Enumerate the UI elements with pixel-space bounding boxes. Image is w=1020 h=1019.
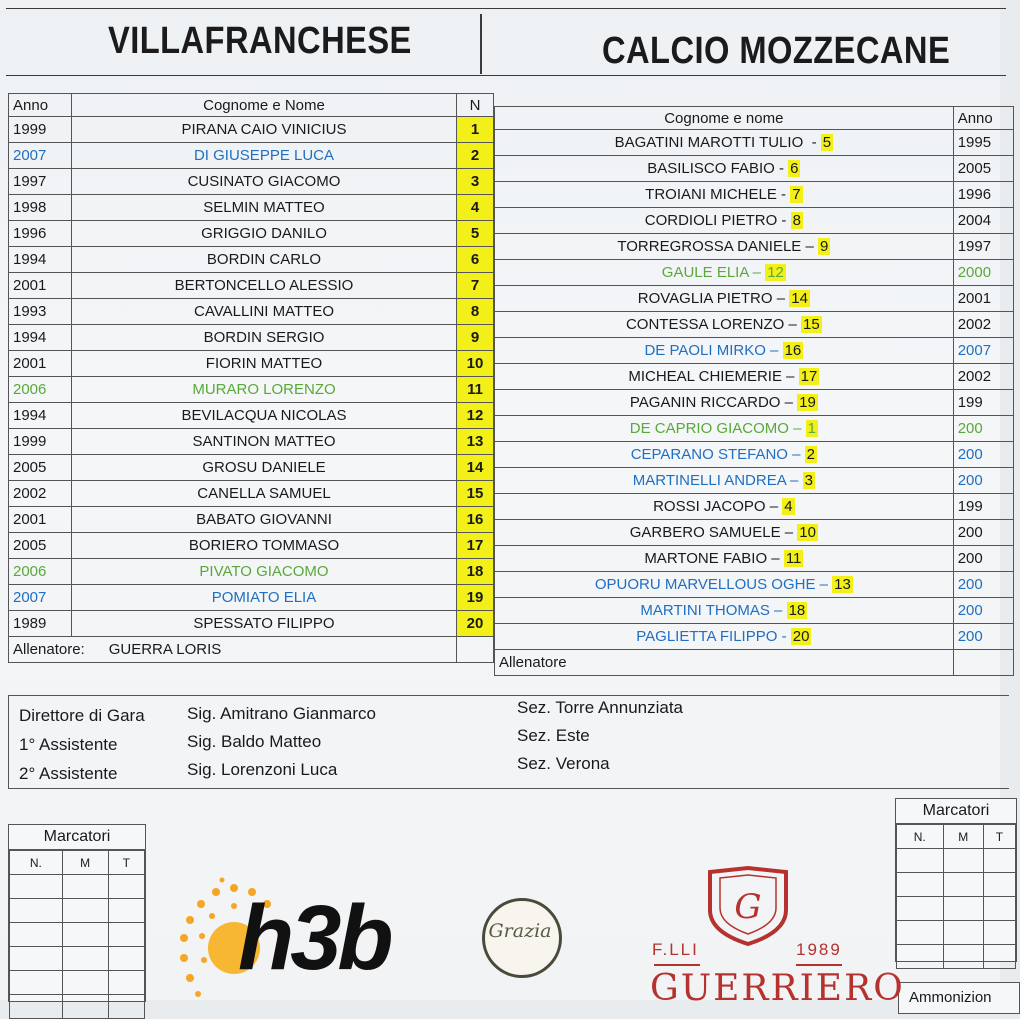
- home-coach-empty: [457, 637, 494, 663]
- player-name: MICHEAL CHIEMERIE: [628, 368, 782, 385]
- scorers-header: [897, 825, 1016, 849]
- player-name: DE PAOLI MIRKO: [644, 342, 766, 359]
- player-number: 2: [806, 446, 815, 463]
- player-year: 1994: [9, 325, 72, 351]
- home-team-name: VILLAFRANCHESE: [108, 20, 412, 62]
- away-player-row: [495, 286, 1014, 312]
- scorer-row: [10, 947, 145, 971]
- player-number: 1: [807, 420, 816, 437]
- scorers-col-t: T: [108, 851, 144, 875]
- home-player-row: [9, 559, 494, 585]
- home-coach-cell: [9, 637, 457, 663]
- player-number: 16: [457, 507, 494, 533]
- player-year: 2002: [9, 481, 72, 507]
- player-name-cell: [495, 130, 954, 156]
- player-number: 14: [791, 290, 808, 307]
- scorer-cell: [943, 945, 983, 969]
- home-scorers-box: [8, 824, 146, 1002]
- player-number: 7: [457, 273, 494, 299]
- scorer-cell: [943, 921, 983, 945]
- player-number: 4: [784, 498, 793, 515]
- player-year: 1998: [9, 195, 72, 221]
- player-number: 3: [804, 472, 813, 489]
- scorer-cell: [108, 971, 144, 995]
- scorer-cell: [897, 897, 944, 921]
- player-name: DE CAPRIO GIACOMO: [629, 420, 789, 437]
- player-year: 200: [953, 546, 1013, 572]
- player-name: CEPARANO STEFANO: [630, 446, 788, 463]
- official-section: Sez. Torre Annunziata: [517, 698, 684, 717]
- player-number: 9: [820, 238, 829, 255]
- player-separator: -: [774, 160, 789, 177]
- scorer-cell: [897, 873, 944, 897]
- player-separator: –: [780, 524, 798, 541]
- away-scorers-title: Marcatori: [896, 799, 1016, 824]
- home-scorers-title: Marcatori: [9, 825, 145, 850]
- player-number: 10: [457, 351, 494, 377]
- home-roster-header: [9, 94, 494, 117]
- player-year: 1989: [9, 611, 72, 637]
- scorer-cell: [10, 899, 63, 923]
- player-name: TROIANI MICHELE: [645, 186, 777, 203]
- player-year: 2006: [9, 559, 72, 585]
- player-separator: –: [748, 264, 766, 281]
- player-year: 2005: [9, 533, 72, 559]
- away-player-row: [495, 442, 1014, 468]
- home-roster-table: [8, 93, 494, 663]
- player-year: 200: [953, 520, 1013, 546]
- player-number: 12: [767, 264, 784, 281]
- player-name-cell: [495, 494, 954, 520]
- guerriero-rule-left: [654, 964, 700, 966]
- home-player-row: [9, 273, 494, 299]
- player-name: ROSSI JACOPO: [653, 498, 766, 515]
- player-separator: -: [803, 134, 821, 151]
- player-number: 2: [457, 143, 494, 169]
- player-number: 19: [457, 585, 494, 611]
- player-name: SELMIN MATTEO: [72, 195, 457, 221]
- player-number: 9: [457, 325, 494, 351]
- home-player-row: [9, 221, 494, 247]
- player-name: OPUORU MARVELLOUS OGHE: [594, 576, 816, 593]
- player-name-cell: [495, 312, 954, 338]
- scorer-cell: [62, 995, 108, 1019]
- scorer-row: [10, 923, 145, 947]
- scorer-cell: [62, 971, 108, 995]
- player-name-cell: [495, 520, 954, 546]
- away-player-row: [495, 130, 1014, 156]
- player-number: 18: [457, 559, 494, 585]
- player-separator: –: [784, 316, 802, 333]
- player-name: PAGLIETTA FILIPPO: [636, 628, 778, 645]
- scorer-cell: [897, 849, 944, 873]
- away-player-row: [495, 520, 1014, 546]
- svg-text:G: G: [734, 887, 762, 927]
- player-number: 17: [800, 368, 818, 385]
- player-name-cell: [495, 442, 954, 468]
- player-number: 8: [792, 212, 801, 229]
- player-number: 17: [457, 533, 494, 559]
- scorer-cell: [108, 875, 144, 899]
- scorer-row: [897, 897, 1016, 921]
- scorer-cell: [10, 923, 63, 947]
- player-number: 10: [799, 524, 816, 541]
- home-scorers-table: [9, 850, 145, 1019]
- scorers-header: [10, 851, 145, 875]
- player-number: 8: [457, 299, 494, 325]
- player-year: 1999: [9, 117, 72, 143]
- scorer-cell: [108, 899, 144, 923]
- scorer-cell: [10, 995, 63, 1019]
- player-separator: –: [815, 576, 833, 593]
- player-name-cell: [495, 598, 954, 624]
- player-year: 200: [953, 624, 1013, 650]
- home-player-row: [9, 143, 494, 169]
- player-name-cell: [495, 208, 954, 234]
- player-year: 200: [953, 468, 1013, 494]
- away-player-row: [495, 338, 1014, 364]
- player-year: 2001: [9, 507, 72, 533]
- player-name-cell: [495, 416, 954, 442]
- away-player-row: [495, 312, 1014, 338]
- player-name: CAVALLINI MATTEO: [72, 299, 457, 325]
- player-separator: –: [780, 394, 798, 411]
- player-name: BASILISCO FABIO: [647, 160, 775, 177]
- player-number: 16: [784, 342, 802, 359]
- scorer-cell: [62, 899, 108, 923]
- player-number: 4: [457, 195, 494, 221]
- away-coach-empty: [953, 650, 1013, 676]
- scorer-cell: [108, 947, 144, 971]
- home-coach-row: [9, 637, 494, 663]
- scorer-cell: [10, 875, 63, 899]
- scorer-cell: [10, 971, 63, 995]
- player-separator: –: [781, 368, 799, 385]
- player-year: 1997: [953, 234, 1013, 260]
- player-number: 15: [457, 481, 494, 507]
- player-year: 1993: [9, 299, 72, 325]
- home-player-row: [9, 169, 494, 195]
- player-name-cell: [495, 364, 954, 390]
- player-separator: –: [767, 550, 784, 567]
- scorer-cell: [943, 897, 983, 921]
- guerriero-year: 1989: [796, 940, 842, 959]
- guerriero-crest-icon: [706, 866, 790, 946]
- home-player-row: [9, 325, 494, 351]
- away-player-row: [495, 572, 1014, 598]
- player-year: 1995: [953, 130, 1013, 156]
- player-year: 2002: [953, 312, 1013, 338]
- guerriero-rule-right: [796, 964, 842, 966]
- away-player-row: [495, 468, 1014, 494]
- player-name: PAGANIN RICCARDO: [629, 394, 781, 411]
- scorer-cell: [62, 875, 108, 899]
- player-name: GROSU DANIELE: [72, 455, 457, 481]
- player-name: BORDIN SERGIO: [72, 325, 457, 351]
- player-year: 2007: [9, 143, 72, 169]
- player-year: 200: [953, 416, 1013, 442]
- player-name: MARTINI THOMAS: [640, 602, 770, 619]
- scorers-col-m: M: [62, 851, 108, 875]
- player-year: 1994: [9, 403, 72, 429]
- scorers-col-n: N.: [897, 825, 944, 849]
- player-year: 200: [953, 442, 1013, 468]
- player-number: 13: [457, 429, 494, 455]
- player-number: 7: [792, 186, 801, 203]
- player-name: GARBERO SAMUELE: [629, 524, 781, 541]
- home-player-row: [9, 195, 494, 221]
- away-player-row: [495, 364, 1014, 390]
- player-name-cell: [495, 286, 954, 312]
- away-player-row: [495, 416, 1014, 442]
- player-name: MARTINELLI ANDREA: [632, 472, 786, 489]
- home-player-row: [9, 481, 494, 507]
- scorer-row: [897, 849, 1016, 873]
- player-name: BEVILACQUA NICOLAS: [72, 403, 457, 429]
- home-col-year: Anno: [9, 94, 72, 117]
- player-year: 2005: [953, 156, 1013, 182]
- official-role: 2° Assistente: [19, 764, 118, 783]
- scorer-cell: [943, 873, 983, 897]
- guerriero-prefix: F.LLI: [652, 940, 699, 959]
- player-number: 5: [457, 221, 494, 247]
- away-player-row: [495, 598, 1014, 624]
- player-name: GAULE ELIA: [661, 264, 749, 281]
- player-name: MURARO LORENZO: [72, 377, 457, 403]
- player-separator: –: [788, 420, 806, 437]
- player-separator: –: [772, 290, 790, 307]
- player-name-cell: [495, 260, 954, 286]
- scorers-col-t: T: [983, 825, 1015, 849]
- player-year: 2006: [9, 377, 72, 403]
- ammonizioni-box: [898, 982, 1020, 1014]
- player-separator: –: [787, 446, 805, 463]
- player-separator: –: [801, 238, 818, 255]
- player-name: CORDIOLI PIETRO: [644, 212, 778, 229]
- away-player-row: [495, 624, 1014, 650]
- player-name-cell: [495, 156, 954, 182]
- player-name: BABATO GIOVANNI: [72, 507, 457, 533]
- player-year: 2005: [9, 455, 72, 481]
- away-col-name: Cognome e nome: [495, 107, 954, 130]
- player-year: 2001: [9, 273, 72, 299]
- scorer-row: [10, 875, 145, 899]
- h3b-logo-text: h3b: [238, 887, 390, 989]
- scorer-cell: [983, 921, 1015, 945]
- player-year: 1996: [9, 221, 72, 247]
- away-scorers-table: [896, 824, 1016, 969]
- home-player-row: [9, 611, 494, 637]
- player-name: BAGATINI MAROTTI TULIO: [614, 134, 804, 151]
- home-col-name: Cognome e Nome: [72, 94, 457, 117]
- player-year: 1994: [9, 247, 72, 273]
- guerriero-name: GUERRIERO: [650, 968, 905, 1009]
- official-section: Sez. Verona: [517, 754, 610, 773]
- player-year: 200: [953, 572, 1013, 598]
- player-name: GRIGGIO DANILO: [72, 221, 457, 247]
- player-number: 20: [792, 628, 810, 645]
- scorer-cell: [108, 923, 144, 947]
- player-name: PIVATO GIACOMO: [72, 559, 457, 585]
- player-number: 5: [822, 134, 832, 151]
- scorer-row: [897, 945, 1016, 969]
- scorer-cell: [62, 947, 108, 971]
- player-name-cell: [495, 182, 954, 208]
- scorer-row: [897, 921, 1016, 945]
- player-number: 19: [799, 394, 816, 411]
- player-name: SANTINON MATTEO: [72, 429, 457, 455]
- player-name-cell: [495, 468, 954, 494]
- player-name: CUSINATO GIACOMO: [72, 169, 457, 195]
- player-name: POMIATO ELIA: [72, 585, 457, 611]
- player-name-cell: [495, 234, 954, 260]
- player-name: BORIERO TOMMASO: [72, 533, 457, 559]
- player-number: 6: [790, 160, 799, 177]
- player-year: 2007: [953, 338, 1013, 364]
- home-coach-name: GUERRA LORIS: [108, 641, 222, 658]
- player-year: 2001: [9, 351, 72, 377]
- player-separator: –: [785, 472, 803, 489]
- player-year: 1999: [9, 429, 72, 455]
- player-number: 20: [457, 611, 494, 637]
- home-col-num: N: [457, 94, 494, 117]
- player-name-cell: [495, 546, 954, 572]
- home-player-row: [9, 351, 494, 377]
- player-number: 6: [457, 247, 494, 273]
- player-number: 11: [785, 550, 802, 567]
- home-player-row: [9, 585, 494, 611]
- home-player-row: [9, 117, 494, 143]
- player-year: 2000: [953, 260, 1013, 286]
- scorer-row: [10, 971, 145, 995]
- home-player-row: [9, 455, 494, 481]
- player-separator: –: [765, 342, 783, 359]
- away-roster-table: [494, 106, 1014, 676]
- scorer-cell: [983, 849, 1015, 873]
- official-role: Direttore di Gara: [19, 706, 145, 725]
- player-name: FIORIN MATTEO: [72, 351, 457, 377]
- away-player-row: [495, 390, 1014, 416]
- scorers-col-n: N.: [10, 851, 63, 875]
- home-player-row: [9, 299, 494, 325]
- player-separator: -: [777, 628, 791, 645]
- header-divider: [480, 14, 482, 74]
- away-coach-row: [495, 650, 1014, 676]
- player-name: BERTONCELLO ALESSIO: [72, 273, 457, 299]
- grazia-logo-text: Grazia: [488, 920, 552, 942]
- player-year: 2007: [9, 585, 72, 611]
- player-name-cell: [495, 338, 954, 364]
- home-player-row: [9, 247, 494, 273]
- player-number: 13: [834, 576, 851, 593]
- scorer-cell: [10, 947, 63, 971]
- scorer-row: [10, 995, 145, 1019]
- player-number: 14: [457, 455, 494, 481]
- player-name: CANELLA SAMUEL: [72, 481, 457, 507]
- player-number: 18: [788, 602, 806, 619]
- ammonizioni-label: Ammonizion: [909, 989, 992, 1006]
- away-roster-header: [495, 107, 1014, 130]
- home-player-row: [9, 507, 494, 533]
- scorer-cell: [983, 945, 1015, 969]
- player-year: 2001: [953, 286, 1013, 312]
- player-name: MARTONE FABIO: [644, 550, 768, 567]
- player-year: 1997: [9, 169, 72, 195]
- away-player-row: [495, 494, 1014, 520]
- scorer-cell: [62, 923, 108, 947]
- player-number: 11: [457, 377, 494, 403]
- home-player-row: [9, 403, 494, 429]
- officials-box: [8, 695, 1009, 789]
- away-player-row: [495, 208, 1014, 234]
- player-year: 200: [953, 598, 1013, 624]
- away-scorers-box: [895, 798, 1017, 962]
- scorer-cell: [897, 945, 944, 969]
- player-name: CONTESSA LORENZO: [625, 316, 785, 333]
- scorer-row: [10, 899, 145, 923]
- player-year: 199: [953, 494, 1013, 520]
- away-player-row: [495, 234, 1014, 260]
- player-name: ROVAGLIA PIETRO: [637, 290, 773, 307]
- away-team-name: CALCIO MOZZECANE: [602, 30, 951, 72]
- player-number: 12: [457, 403, 494, 429]
- scorer-cell: [897, 921, 944, 945]
- player-separator: -: [777, 212, 791, 229]
- player-name-cell: [495, 390, 954, 416]
- player-number: 15: [803, 316, 820, 333]
- away-player-row: [495, 546, 1014, 572]
- official-name: Sig. Amitrano Gianmarco: [187, 704, 376, 723]
- home-player-row: [9, 377, 494, 403]
- player-name-cell: [495, 572, 954, 598]
- away-col-year: Anno: [953, 107, 1013, 130]
- scorer-cell: [983, 873, 1015, 897]
- player-name-cell: [495, 624, 954, 650]
- home-player-row: [9, 429, 494, 455]
- player-name: DI GIUSEPPE LUCA: [72, 143, 457, 169]
- official-section: Sez. Este: [517, 726, 590, 745]
- official-name: Sig. Baldo Matteo: [187, 732, 322, 751]
- scorer-row: [897, 873, 1016, 897]
- scorer-cell: [943, 849, 983, 873]
- away-coach-label: Allenatore: [495, 650, 954, 676]
- away-player-row: [495, 156, 1014, 182]
- player-separator: -: [776, 186, 791, 203]
- scorer-cell: [983, 897, 1015, 921]
- scorer-cell: [108, 995, 144, 1019]
- player-name: BORDIN CARLO: [72, 247, 457, 273]
- player-separator: –: [769, 602, 787, 619]
- player-name: SPESSATO FILIPPO: [72, 611, 457, 637]
- official-role: 1° Assistente: [19, 735, 118, 754]
- home-coach-label: Allenatore:: [13, 641, 85, 658]
- player-year: 2002: [953, 364, 1013, 390]
- player-separator: –: [765, 498, 783, 515]
- official-name: Sig. Lorenzoni Luca: [187, 760, 338, 779]
- away-player-row: [495, 260, 1014, 286]
- player-number: 3: [457, 169, 494, 195]
- scorers-col-m: M: [943, 825, 983, 849]
- player-year: 2004: [953, 208, 1013, 234]
- player-name: PIRANA CAIO VINICIUS: [72, 117, 457, 143]
- away-player-row: [495, 182, 1014, 208]
- player-name: TORREGROSSA DANIELE: [617, 238, 802, 255]
- player-year: 199: [953, 390, 1013, 416]
- home-player-row: [9, 533, 494, 559]
- player-year: 1996: [953, 182, 1013, 208]
- player-number: 1: [457, 117, 494, 143]
